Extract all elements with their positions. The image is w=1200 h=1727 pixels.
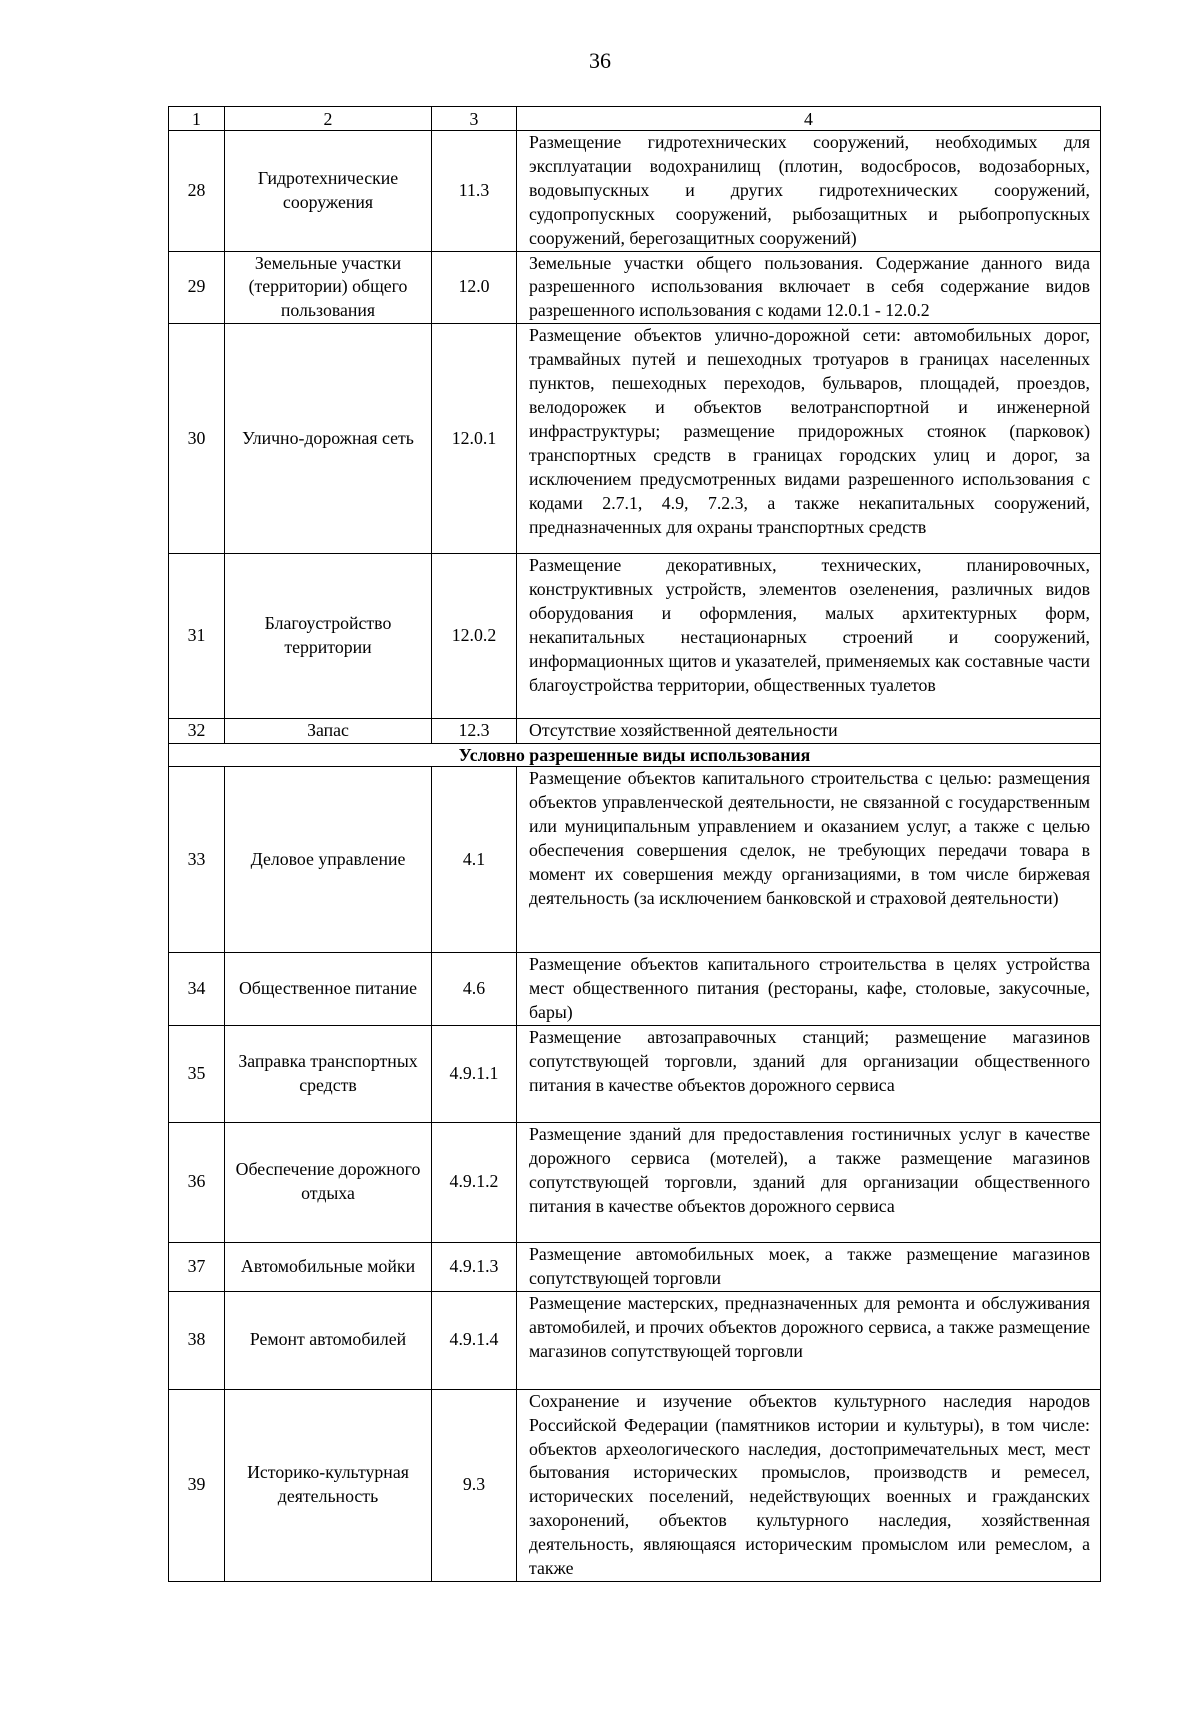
land-use-name: Историко-культурная деятельность xyxy=(225,1389,432,1581)
land-use-code: 4.9.1.2 xyxy=(432,1122,517,1242)
table-row xyxy=(169,131,1101,252)
row-number: 34 xyxy=(169,953,225,1026)
land-use-table xyxy=(168,106,1101,1582)
land-use-name: Улично-дорожная сеть xyxy=(225,324,432,554)
land-use-name: Гидротехнические сооружения xyxy=(225,131,432,252)
land-use-name: Запас xyxy=(225,719,432,744)
row-number: 28 xyxy=(169,131,225,252)
land-use-description: Земельные участки общего пользования. Содержание данного вида разрешенного использования включает в себя содержание видов разрешенного использования с кодами 12.0.1 - 12.0.2 xyxy=(517,251,1101,324)
land-use-description: Размещение автомобильных моек, а также размещение магазинов сопутствующей торговли xyxy=(517,1242,1101,1291)
land-use-code: 4.9.1.1 xyxy=(432,1025,517,1122)
land-use-name: Обеспечение дорожного отдыха xyxy=(225,1122,432,1242)
row-number: 38 xyxy=(169,1291,225,1389)
land-use-description: Сохранение и изучение объектов культурного наследия народов Российской Федерации (памятников истории и культуры), в том числе: объектов археологического наследия, достопримечательных мест, мест бытования исторических промыслов, производств и ремесел, исторических поселений, недействующих военных и гражданских захоронений, объектов культурного наследия, хозяйственная деятельность, являющаяся историческим промыслом или ремеслом, а также xyxy=(517,1389,1101,1581)
table-row xyxy=(169,767,1101,953)
table-row xyxy=(169,1291,1101,1389)
land-use-code: 4.6 xyxy=(432,953,517,1026)
land-use-name: Ремонт автомобилей xyxy=(225,1291,432,1389)
land-use-description: Размещение зданий для предоставления гостиничных услуг в качестве дорожного сервиса (мотелей), а также размещение магазинов сопутствующей торговли, зданий для организации общественного питания в качестве объектов дорожного сервиса xyxy=(517,1122,1101,1242)
land-use-code: 11.3 xyxy=(432,131,517,252)
section-row xyxy=(169,744,1101,767)
row-number: 31 xyxy=(169,554,225,719)
header-col-2: 2 xyxy=(225,107,432,131)
land-use-name: Заправка транспортных средств xyxy=(225,1025,432,1122)
land-use-code: 12.0.1 xyxy=(432,324,517,554)
land-use-name: Общественное питание xyxy=(225,953,432,1026)
table-header-row xyxy=(169,107,1101,131)
row-number: 36 xyxy=(169,1122,225,1242)
table-row xyxy=(169,953,1101,1026)
header-col-1: 1 xyxy=(169,107,225,131)
land-use-code: 4.9.1.4 xyxy=(432,1291,517,1389)
table-row xyxy=(169,1122,1101,1242)
row-number: 29 xyxy=(169,251,225,324)
row-number: 32 xyxy=(169,719,225,744)
land-use-description: Размещение декоративных, технических, планировочных, конструктивных устройств, элементов озеленения, различных видов оборудования и оформления, малых архитектурных форм, некапитальных нестационарных строений и сооружений, информационных щитов и указателей, применяемых как составные части благоустройства территории, общественных туалетов xyxy=(517,554,1101,719)
table-row xyxy=(169,1242,1101,1291)
land-use-description: Отсутствие хозяйственной деятельности xyxy=(517,719,1101,744)
table-row xyxy=(169,1389,1101,1581)
table-row xyxy=(169,719,1101,744)
land-use-name: Земельные участки (территории) общего пользования xyxy=(225,251,432,324)
land-use-code: 9.3 xyxy=(432,1389,517,1581)
header-col-3: 3 xyxy=(432,107,517,131)
land-use-description: Размещение гидротехнических сооружений, необходимых для эксплуатации водохранилищ (плотин, водосбросов, водозаборных, водовыпускных и других гидротехнических сооружений, судопропускных сооружений, рыбозащитных и рыбопропускных сооружений, берегозащитных сооружений) xyxy=(517,131,1101,252)
row-number: 33 xyxy=(169,767,225,953)
section-title: Условно разрешенные виды использования xyxy=(169,744,1101,767)
row-number: 30 xyxy=(169,324,225,554)
land-use-name: Благоустройство территории xyxy=(225,554,432,719)
page-number: 36 xyxy=(589,48,611,73)
land-use-code: 4.9.1.3 xyxy=(432,1242,517,1291)
land-use-name: Автомобильные мойки xyxy=(225,1242,432,1291)
land-use-description: Размещение объектов капитального строительства с целью: размещения объектов управленческой деятельности, не связанной с государственным или муниципальным управлением и оказанием услуг, а также с целью обеспечения совершения сделок, не требующих передачи товара в момент их совершения между организациями, в том числе биржевая деятельность (за исключением банковской и страховой деятельности) xyxy=(517,767,1101,953)
table-row xyxy=(169,251,1101,324)
land-use-code: 4.1 xyxy=(432,767,517,953)
row-number: 35 xyxy=(169,1025,225,1122)
table-row xyxy=(169,324,1101,554)
land-use-description: Размещение объектов улично-дорожной сети: автомобильных дорог, трамвайных путей и пешеходных тротуаров в границах населенных пунктов, пешеходных переходов, бульваров, площадей, проездов, велодорожек и объектов велотранспортной и инженерной инфраструктуры; размещение придорожных стоянок (парковок) транспортных средств в границах городских улиц и дорог, за исключением предусмотренных видами разрешенного использования с кодами 2.7.1, 4.9, 7.2.3, а также некапитальных сооружений, предназначенных для охраны транспортных средств xyxy=(517,324,1101,554)
row-number: 37 xyxy=(169,1242,225,1291)
land-use-code: 12.0.2 xyxy=(432,554,517,719)
land-use-description: Размещение автозаправочных станций; размещение магазинов сопутствующей торговли, зданий для организации общественного питания в качестве объектов дорожного сервиса xyxy=(517,1025,1101,1122)
row-number: 39 xyxy=(169,1389,225,1581)
land-use-description: Размещение объектов капитального строительства в целях устройства мест общественного питания (рестораны, кафе, столовые, закусочные, бары) xyxy=(517,953,1101,1026)
header-col-4: 4 xyxy=(517,107,1101,131)
table-row xyxy=(169,1025,1101,1122)
land-use-description: Размещение мастерских, предназначенных для ремонта и обслуживания автомобилей, и прочих объектов дорожного сервиса, а также размещение магазинов сопутствующей торговли xyxy=(517,1291,1101,1389)
land-use-code: 12.3 xyxy=(432,719,517,744)
land-use-name: Деловое управление xyxy=(225,767,432,953)
table-row xyxy=(169,554,1101,719)
land-use-code: 12.0 xyxy=(432,251,517,324)
